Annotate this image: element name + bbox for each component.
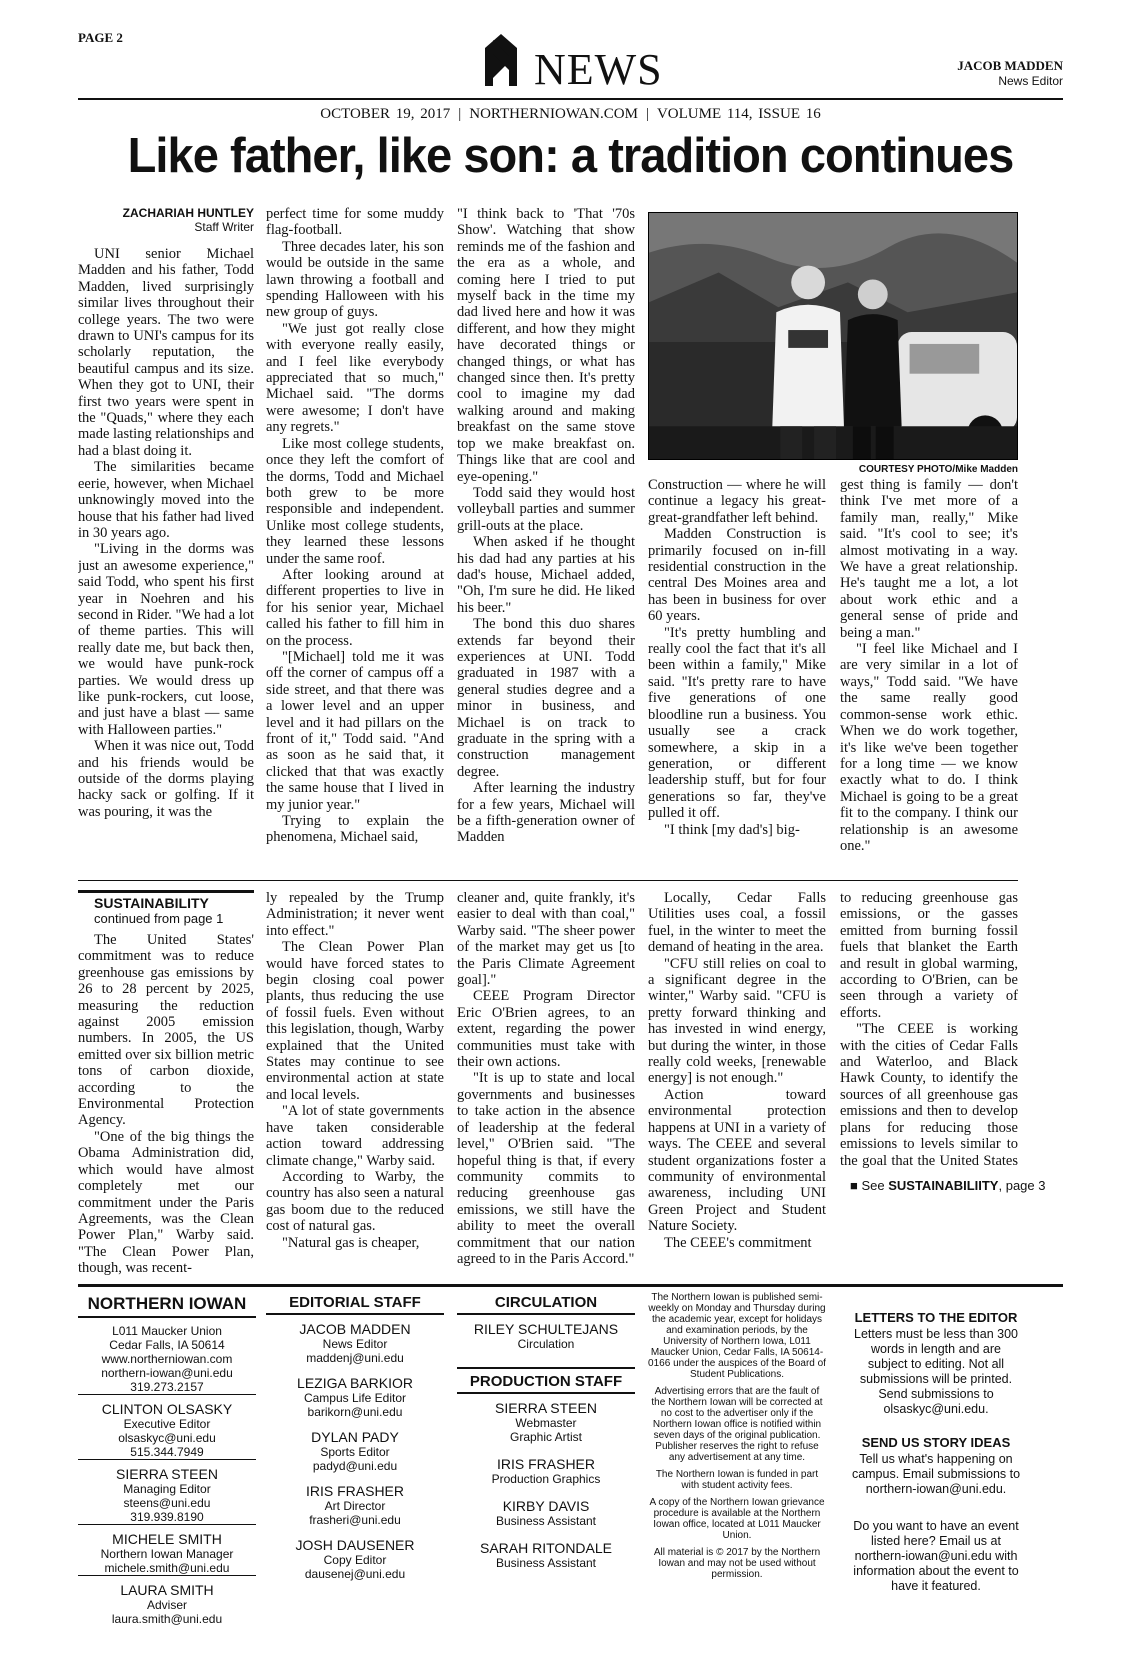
staff-entry	[266, 1429, 444, 1473]
father-son-photo	[648, 212, 1018, 460]
staff-role: Art Director	[324, 1499, 386, 1513]
circulation-production-staff	[457, 1294, 635, 1570]
staff-name: JOSH DAUSENER	[295, 1537, 415, 1553]
paragraph: After learning the industry for a few years, Michael will be a fifth-generation owner of Madden	[457, 780, 635, 846]
northern-iowan-logo-icon	[481, 34, 521, 86]
staff-name: IRIS FRASHER	[496, 1456, 595, 1472]
paper-title: NORTHERN IOWAN	[78, 1294, 256, 1318]
paragraph: "CFU still relies on coal to a significant degree in the winter," Warby said. "CFU is pretty forward thinking and has invested in wind energy, but during the winter, in those really cold weeks, [renewable energy] is not enough."	[648, 955, 826, 1087]
staff-email[interactable]: dausenej@uni.edu	[304, 1567, 406, 1581]
volume-issue: VOLUME 114, ISSUE 16	[656, 106, 821, 122]
staff-role: Circulation	[517, 1337, 575, 1351]
staff-role: Adviser	[146, 1598, 187, 1612]
staff-name: SARAH RITONDALE	[480, 1540, 612, 1556]
staff-entry	[266, 1537, 444, 1581]
staff-name: LAURA SMITH	[120, 1582, 214, 1598]
letters-and-ideas	[850, 1310, 1022, 1612]
staff-role: Production Graphics	[491, 1472, 601, 1486]
paragraph: gest thing is family — don't think I've met more of a family man, really," Mike said. "It's cool to see; it's almost motivating in a way. We have a great relationship. He's taught me a lot, a lot about work ethic and a general sense of pride and being a man."	[840, 477, 1018, 641]
staff-name: RILEY SCHULTEJANS	[473, 1321, 619, 1337]
staff-role: Executive Editor	[123, 1417, 211, 1431]
staff-name: MICHELE SMITH	[112, 1531, 222, 1547]
paragraph: Action toward environmental protection happens at UNI in a variety of ways. The CEEE and several student organizations foster a community of environmental awareness, including UNI Green Project and Student Nature Society.	[648, 1086, 826, 1235]
sustainability-column-4	[648, 890, 826, 1278]
sustainability-column-3	[457, 890, 635, 1278]
staff-name: SIERRA STEEN	[116, 1466, 218, 1482]
paragraph: perfect time for some muddy flag-football.	[266, 206, 444, 239]
kicker-subtitle: continued from page 1	[94, 911, 224, 926]
staff-email[interactable]: frasheri@uni.edu	[309, 1513, 401, 1527]
masthead-paper	[78, 1294, 256, 1626]
staff-name: LEZIGA BARKIOR	[297, 1375, 413, 1391]
paragraph: Todd said they would host volleyball parties and summer grill-outs at the place.	[457, 484, 635, 534]
paragraph: The similarities became eerie, however, when Michael unknowingly moved into the house that his father had lived in 30 years ago.	[78, 459, 254, 541]
staff-name: DYLAN PADY	[311, 1429, 399, 1445]
paragraph: "It is up to state and local governments and businesses to take action in the absence of leadership at the federal level," O'Brien said. "The hopeful thing is that, if every community commits to reducing greenhouse gas emissions, we still have the ability to meet the overall commitment that our nation agreed to in the Paris Accord."	[457, 1070, 635, 1267]
sustainability-column-2	[266, 890, 444, 1278]
ideas-body: Tell us what's happening on campus. Email submissions to northern-iowan@uni.edu.	[851, 1452, 1021, 1496]
paragraph: "Natural gas is cheaper,	[282, 1234, 420, 1251]
production-header: PRODUCTION STAFF	[457, 1367, 635, 1394]
paragraph: Trying to explain the phenomena, Michael said,	[266, 813, 444, 846]
address-line: L011 Maucker Union	[112, 1324, 222, 1338]
paragraph: to reducing greenhouse gas emissions, or the gasses emitted from burning fossil fuels that blanket the Earth and result in global warming, according to O'Brien, can be seen through a variety of efforts.	[840, 890, 1018, 1021]
staff-role: Campus Life Editor	[303, 1391, 407, 1405]
paragraph: "[Michael] told me it was off the corner of campus off a side street, and that there was a lower level and an upper level and it had pillars on the front of it," Todd said. "And as soon as he said that, it clicked that that was exactly the same house that I lived in my junior year."	[266, 648, 444, 813]
staff-entry	[266, 1375, 444, 1419]
staff-phone: 319.939.8190	[78, 1510, 256, 1525]
paragraph: The United States' commitment was to reduce greenhouse gas emissions by 26 to 28 percent by 2025, measuring the reduction against 2005 emission numbers. In 2005, the US emitted over six billion metric tons of carbon dioxide, according to the Environmental Protection Agency.	[78, 932, 254, 1129]
staff-role: Graphic Artist	[509, 1430, 583, 1444]
staff-email[interactable]: barikorn@uni.edu	[307, 1405, 403, 1419]
letters-body: Letters must be less than 300 words in length and are subject to editing. Not all submissions will be printed. Send submissions to olsaskyc@uni.edu.	[854, 1327, 1018, 1416]
paragraph: "I feel like Michael and I are very similar in a lot of ways," Todd said. "We have the same really good common-sense work ethic. When we do work together, it's like we've been together for a long time — we know exactly what to do. I think Michael is going to be a great fit to the company. I think our relationship is an awesome one."	[840, 641, 1018, 854]
paragraph: "A lot of state governments have taken considerable action toward addressing climate change," Warby said.	[266, 1103, 444, 1169]
continued-on-link[interactable]	[850, 1178, 1045, 1193]
staff-email[interactable]: laura.smith@uni.edu	[111, 1612, 223, 1626]
staff-role: Webmaster	[515, 1416, 577, 1430]
staff-role: Managing Editor	[123, 1482, 211, 1496]
paragraph: Madden Construction is primarily focused on in-fill residential construction in the central Des Moines area and has been in business for over 60 years.	[648, 526, 826, 625]
paragraph: "Living in the dorms was just an awesome experience," said Todd, who spent his first year in Noehren and his second in Rider. "We had a lot of theme parties. This will really date me, but back then, we would have punk-rock parties. We would dress up like punk-rockers, cut loose, and just have a blast — same with Halloween parties."	[78, 541, 254, 738]
website-link[interactable]: www.northerniowan.com	[101, 1352, 233, 1366]
paragraph: ly repealed by the Trump Administration; it never went into effect."	[266, 890, 444, 939]
ideas-header: SEND US STORY IDEAS	[861, 1435, 1011, 1450]
paragraph: When asked if he thought his dad had any parties at his dad's house, Michael added, "Oh, I'm sure he did. He liked his beer."	[457, 534, 635, 616]
story-column-5	[840, 477, 1018, 872]
page-number: PAGE 2	[78, 30, 123, 45]
staff-name: SIERRA STEEN	[495, 1400, 597, 1416]
jump-suffix: , page 3	[998, 1178, 1046, 1193]
staff-email[interactable]: olsaskyc@uni.edu	[118, 1431, 216, 1445]
paragraph: "The CEEE is working with the cities of Cedar Falls and Waterloo, and Black Hawk County, to identify the sources of all greenhouse gas emissions and then to develop plans for reducing those emissions to levels similar to the goal that the United States	[840, 1021, 1018, 1169]
staff-name: KIRBY DAVIS	[502, 1498, 590, 1514]
sustainability-column-5	[840, 890, 1018, 1170]
paragraph: CEEE Program Director Eric O'Brien agrees, to an extent, regarding the power communities must take with their own actions.	[457, 988, 635, 1071]
paragraph: "I think back to 'That '70s Show'. Watching that show reminds me of the fashion and the era as a whole, and coming here I tried to put myself back in the time my dad lived here and how it was different, and how they might have decorated things or changed things, or what has changed since then. It's pretty cool to imagine my dad walking around and making breakfast on the same stove top we make breakfast on. Things like that are cool and eye-opening."	[457, 206, 635, 485]
section-title: NEWS	[534, 45, 663, 94]
headline: Like father, like son: a tradition continues	[127, 129, 1014, 183]
address-line: Cedar Falls, IA 50614	[109, 1338, 225, 1352]
dateline: OCTOBER 19, 2017 | NORTHERNIOWAN.COM | VOLUME 114, ISSUE 16	[320, 106, 821, 122]
paragraph: Construction — where he will continue a legacy his great-great-grandfather left behind.	[648, 477, 826, 526]
staff-role: Northern Iowan Manager	[100, 1547, 234, 1561]
section-editor	[878, 58, 1063, 88]
paragraph: Three decades later, his son would be outside in the same lawn throwing a football and spending Halloween with his new group of guys.	[266, 238, 444, 321]
header-rule	[78, 98, 1063, 100]
staff-entry	[266, 1321, 444, 1365]
notice-text: The Northern Iowan is funded in part with student activity fees.	[655, 1469, 819, 1491]
editor-name: JACOB MADDEN	[957, 58, 1063, 73]
staff-name: JACOB MADDEN	[299, 1321, 411, 1337]
paragraph: "I think [my dad's] big-	[664, 821, 800, 838]
photo-credit: COURTESY PHOTO/Mike Madden	[858, 464, 1018, 475]
story-column-1	[78, 206, 254, 872]
story-column-2	[266, 206, 444, 872]
letters-header: LETTERS TO THE EDITOR	[854, 1310, 1018, 1325]
staff-email[interactable]: steens@uni.edu	[123, 1496, 211, 1510]
jump-kicker	[78, 890, 254, 926]
editorial-header: EDITORIAL STAFF	[266, 1294, 444, 1315]
event-listing-body: Do you want to have an event listed here? Email us at northern-iowan@uni.edu with information about the event to have it featured.	[853, 1519, 1019, 1593]
paragraph: Like most college students, once they left the comfort of the dorms, Todd and Michael both grew to be more responsible and independent. Unlike most college students, they learned these lessons under the same roof.	[266, 435, 444, 567]
issue-date: OCTOBER 19, 2017	[320, 106, 451, 122]
editor-role: News Editor	[998, 74, 1063, 88]
staff-email[interactable]: padyd@uni.edu	[312, 1459, 398, 1473]
kicker-title: SUSTAINABILITY	[94, 895, 209, 911]
staff-phone: 515.344.7949	[78, 1445, 256, 1460]
email-link[interactable]: northern-iowan@uni.edu	[101, 1366, 233, 1380]
paragraph: "We just got really close with everyone really easily, and I feel like everybody appreciated that so much," Michael said. "The dorms were awesome; I don't have any regrets."	[266, 320, 444, 436]
paragraph: cleaner and, quite frankly, it's easier to deal with than coal," Warby said. "The sheer power of the market may get us [to the Paris Climate Agreement goal]."	[457, 890, 635, 989]
paragraph: According to Warby, the country has also seen a natural gas boom due to the reduced cost of natural gas.	[266, 1168, 444, 1235]
paragraph: The CEEE's commitment	[664, 1234, 812, 1251]
circulation-header: CIRCULATION	[457, 1294, 635, 1315]
staff-name: CLINTON OLSASKY	[101, 1401, 233, 1417]
staff-email[interactable]: maddenj@uni.edu	[306, 1351, 404, 1365]
staff-role: Copy Editor	[323, 1553, 387, 1567]
square-bullet-icon: ■	[850, 1178, 862, 1193]
masthead-rule	[78, 1284, 1063, 1287]
publication-notices	[648, 1292, 826, 1586]
paragraph: The Clean Power Plan would have forced states to begin closing coal power plants, thus reducing the use of fossil fuels. Even without this legislation, though, Warby explained that the United States may continue to see environmental action at state and local levels.	[266, 939, 444, 1103]
paragraph: After looking around at different properties to live in for his senior year, Michael called his father to fill him in on the process.	[266, 566, 444, 649]
byline-name: ZACHARIAH HUNTLEY	[122, 206, 254, 220]
paragraph: "One of the big things the Obama Administration did, which would have almost completely met our commitment under the Paris Agreements, was the Clean Power Plan," Warby said. "The Clean Power Plan, though, was recent-	[78, 1128, 254, 1277]
story-divider	[78, 880, 1018, 881]
staff-role: News Editor	[322, 1337, 388, 1351]
jump-prefix: See	[861, 1178, 889, 1193]
jump-word: SUSTAINABILIITY	[888, 1178, 999, 1193]
paragraph: The bond this duo shares extends far beyond their experiences at UNI. Todd graduated in 1987 with a general studies degree and a minor in business, and Michael is on track to graduate in the spring with a construction management degree.	[457, 616, 635, 780]
sustainability-column-1	[78, 890, 254, 1278]
paragraph: UNI senior Michael Madden and his father, Todd Madden, lived surprisingly similar lives throughout their college years. The two were drawn to UNI's campus for its scholarly reputation, the beautiful campus and its size. When they got to UNI, their first two years were spent in the "Quads," where they each made lasting relationships and had a blast doing it.	[78, 246, 254, 459]
notice-text: A copy of the Northern Iowan grievance procedure is available at the Northern Iowan office, located at L011 Maucker Union.	[649, 1497, 825, 1541]
notice-text: All material is © 2017 by the Northern Iowan and may not be used without permission.	[653, 1547, 821, 1580]
staff-name: IRIS FRASHER	[305, 1483, 404, 1499]
byline	[78, 206, 254, 234]
staff-role: Business Assistant	[495, 1514, 597, 1528]
staff-role: Sports Editor	[320, 1445, 390, 1459]
story-column-3	[457, 206, 635, 872]
byline-title: Staff Writer	[194, 220, 254, 234]
staff-entry	[266, 1483, 444, 1527]
editorial-staff	[266, 1294, 444, 1583]
phone-number: 319.273.2157	[78, 1380, 256, 1395]
paragraph: "It's pretty humbling and really cool the fact that it's all been within a family," Mike said. "It's pretty rare to have five generations of one bloodline run a business. You usually see a crack somewhere, a skip in a generation, or different leadership stuff, but for four generations so far, they've pulled it off.	[648, 624, 826, 822]
notice-text: The Northern Iowan is published semi-weekly on Monday and Thursday during the academic year, except for holidays and examination periods, by the University of Northern Iowa, L011 Maucker Union, Cedar Falls, IA 50614-0166 under the auspices of the Board of Student Publications.	[648, 1292, 826, 1380]
staff-role: Business Assistant	[495, 1556, 597, 1570]
staff-email[interactable]: michele.smith@uni.edu	[78, 1561, 256, 1576]
notice-text: Advertising errors that are the fault of the Northern Iowan will be corrected at no cost to the advertiser only if the Northern Iowan office is notified within seven days of the original publication. Publisher reserves the right to refuse any advertisement at any time.	[651, 1386, 823, 1463]
paragraph: When it was nice out, Todd and his friends would be outside of the dorms playing hacky sack or golfing. If it was pouring, it was the	[78, 738, 254, 820]
paragraph: Locally, Cedar Falls Utilities uses coal, a fossil fuel, in the winter to meet the demand of heating in the area.	[648, 890, 826, 956]
website: NORTHERNIOWAN.COM	[469, 106, 638, 122]
story-column-4	[648, 477, 826, 872]
